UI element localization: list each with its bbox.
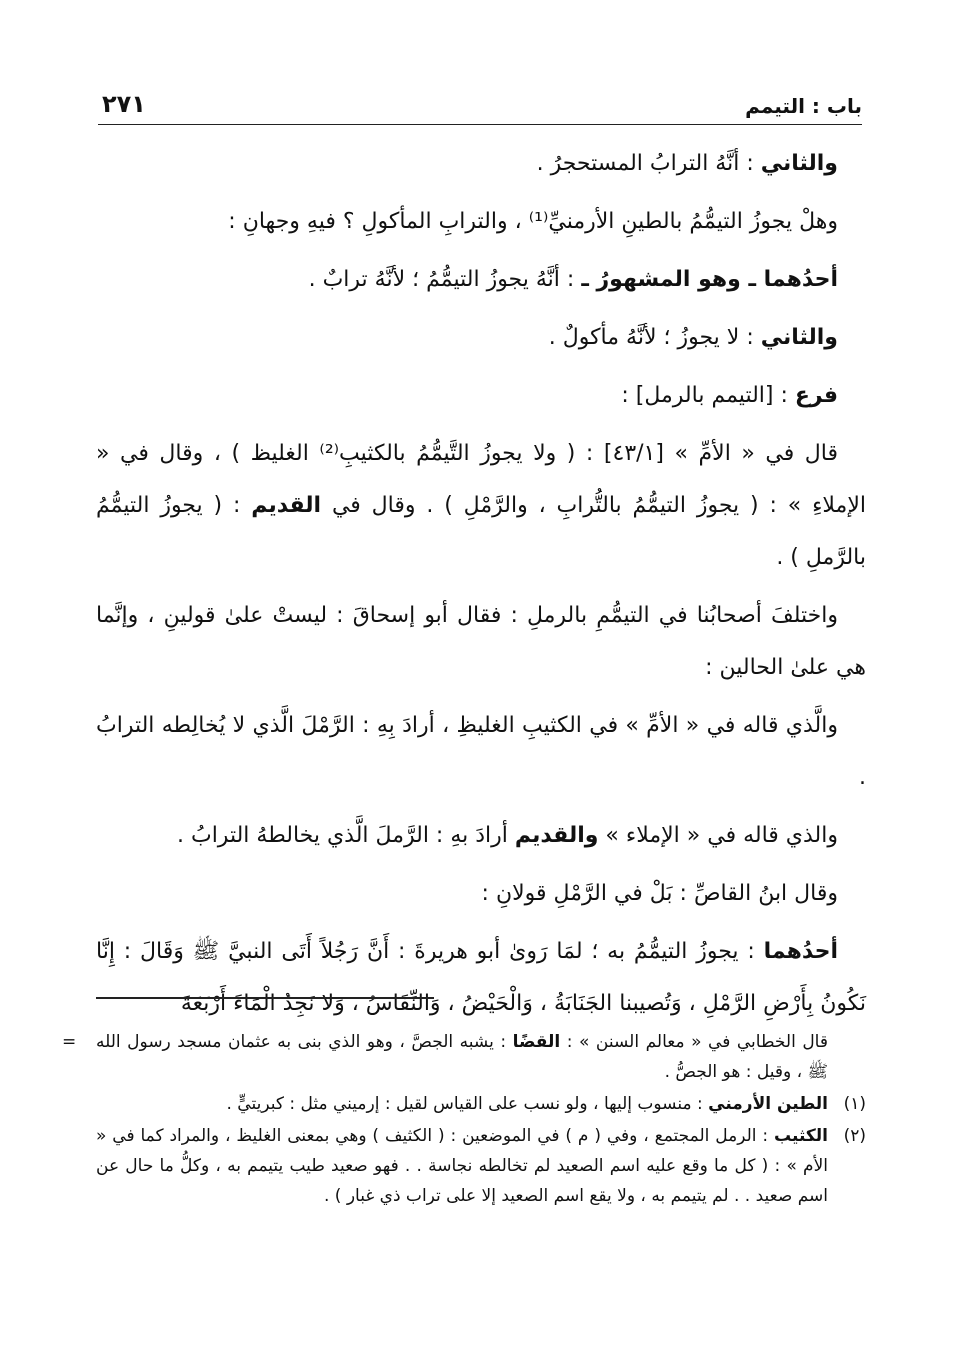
paragraph-text: وهلْ يجوزُ التيمُّمُ بالطينِ الأرمنيِّ⁽¹⁾ ، والترابِ المأكولِ ؟ فيهِ وجهانِ :: [228, 209, 838, 234]
paragraph-text: : لا يجوزُ ؛ لأنَّهُ مأكولٌ .: [548, 325, 761, 350]
paragraph: [96, 428, 866, 584]
section-heading: [96, 370, 866, 422]
paragraph-lead: والثاني: [760, 151, 838, 176]
footnote-continuation: [62, 1027, 866, 1087]
section-text: : [التيمم بالرمل] :: [621, 383, 795, 408]
paragraph-text: والذي قاله في « الإملاء »: [598, 823, 838, 848]
paragraph-lead: والثاني: [760, 325, 838, 350]
footnote-number: (١): [843, 1094, 866, 1114]
paragraph-lead: أحدُهما ـ وهو المشهورُ ـ: [581, 267, 838, 292]
paragraph-text: : أنَّهُ يجوزُ التيمُّمُ ؛ لأنَّهُ ترابٌ .: [308, 267, 582, 292]
emphasis: القديم: [251, 493, 322, 518]
paragraph-text: : يجوزُ التيمُّمُ به ؛ لمَا رَوىٰ أبو هريرةَ : أَنَّ رَجُلاً أَتَى النبيَّ ﷺ وَقَالَ : إِنَّا نَكُونُ بِأَرْضِ الرَّمْلِ ، وَتُصيبنا الجَنَابَةُ ، وَالْحَيْضُ ، وَالنِّفَاسُ ، وَلا نَجِدُ الْمَاءَ أَرْبَعَةَ: [96, 939, 866, 1016]
main-text: [96, 138, 866, 1036]
section-lead: فرع: [794, 383, 838, 408]
emphasis: والقديم: [514, 823, 599, 848]
continuation-mark: =: [62, 1032, 77, 1052]
paragraph: [96, 926, 866, 1030]
running-header: [98, 88, 862, 125]
paragraph-text: : ( يجوزُ التيمُّمُ بالرَّملِ ) .: [96, 493, 866, 570]
paragraph-text: والَّذي قاله في « الأمِّ » في الكثيبِ الغليظِ ، أرادَ بِهِ : الرَّمْلَ الَّذي لا يُخالِطه الترابُ .: [96, 713, 866, 790]
paragraph: [96, 868, 866, 920]
paragraph-text: قال في « الأمِّ » [٤٣/١] : ( ولا يجوزُ التَّيمُّمُ بالكثيبِ⁽²⁾ الغليظ ) ، وقال في « الإملاءِ » : ( يجوزُ التيمُّمُ بالتُّرابِ ، والرَّمْلِ ) . وقال في: [96, 441, 867, 518]
paragraph-text: واختلفَ أصحابُنا في التيمُّمِ بالرملِ : فقال أبو إسحاقَ : ليستْ علىٰ قولينِ ، وإنَّما هي علىٰ الحالين :: [96, 603, 866, 680]
paragraph: [96, 590, 866, 694]
paragraph-text: أرادَ بهِ : الرَّملَ الَّذي يخالطهُ الترابُ .: [177, 823, 515, 848]
footnote-text: قال الخطابي في « معالم السنن » :: [560, 1032, 828, 1052]
paragraph: [96, 312, 866, 364]
footnote-lead: الطين الأرمني: [708, 1094, 828, 1114]
footnote-lead: الكثيب: [774, 1126, 828, 1146]
page-number: ٢٧١: [102, 90, 146, 118]
chapter-title: باب : التيمم: [745, 94, 862, 118]
footnote-text: : الرمل المجتمع ، وفي ( م ) في الموضعين : ( الكثيف ) وهي بمعنى الغليظ ، والمراد كما في « الأم » : ( كل ما وقع عليه اسم الصعيد لم تخالطه نجاسة . . فهو صعيد طيب يتيمم به ، وكلُّ ما حال عن اسم صعيد . . لم يتيمم به ، ولا يقع اسم الصعيد إلا على تراب ذي غبار ) .: [96, 1126, 828, 1206]
footnote-number: (٢): [843, 1126, 866, 1146]
footnote-divider: [96, 997, 434, 999]
footnote-text: : يشبه الجصَّ ، وهو الذي بنى به عثمان مسجد رسول الله ﷺ ، وقيل : هو الجصُّ .: [96, 1032, 828, 1082]
paragraph: [96, 700, 866, 804]
footnote-text: : منسوب إليها ، ولو نسب على القياس لقيل : إرميني مثل : كبريتيٍّ .: [226, 1094, 709, 1114]
paragraph-lead: أحدُهما: [763, 939, 838, 964]
paragraph-text: وقال ابنُ القاصِّ : بَلْ في الرَّمْلِ قولانِ :: [481, 881, 838, 906]
paragraph: [96, 254, 866, 306]
footnote: [96, 1121, 866, 1211]
paragraph-text: : أنَّهُ الترابُ المستحجرُ .: [536, 151, 761, 176]
paragraph: [96, 196, 866, 248]
emphasis: القضًا: [512, 1032, 561, 1052]
paragraph: [96, 810, 866, 862]
footnotes: [62, 1027, 866, 1213]
footnote: [96, 1089, 866, 1119]
paragraph: [96, 138, 866, 190]
